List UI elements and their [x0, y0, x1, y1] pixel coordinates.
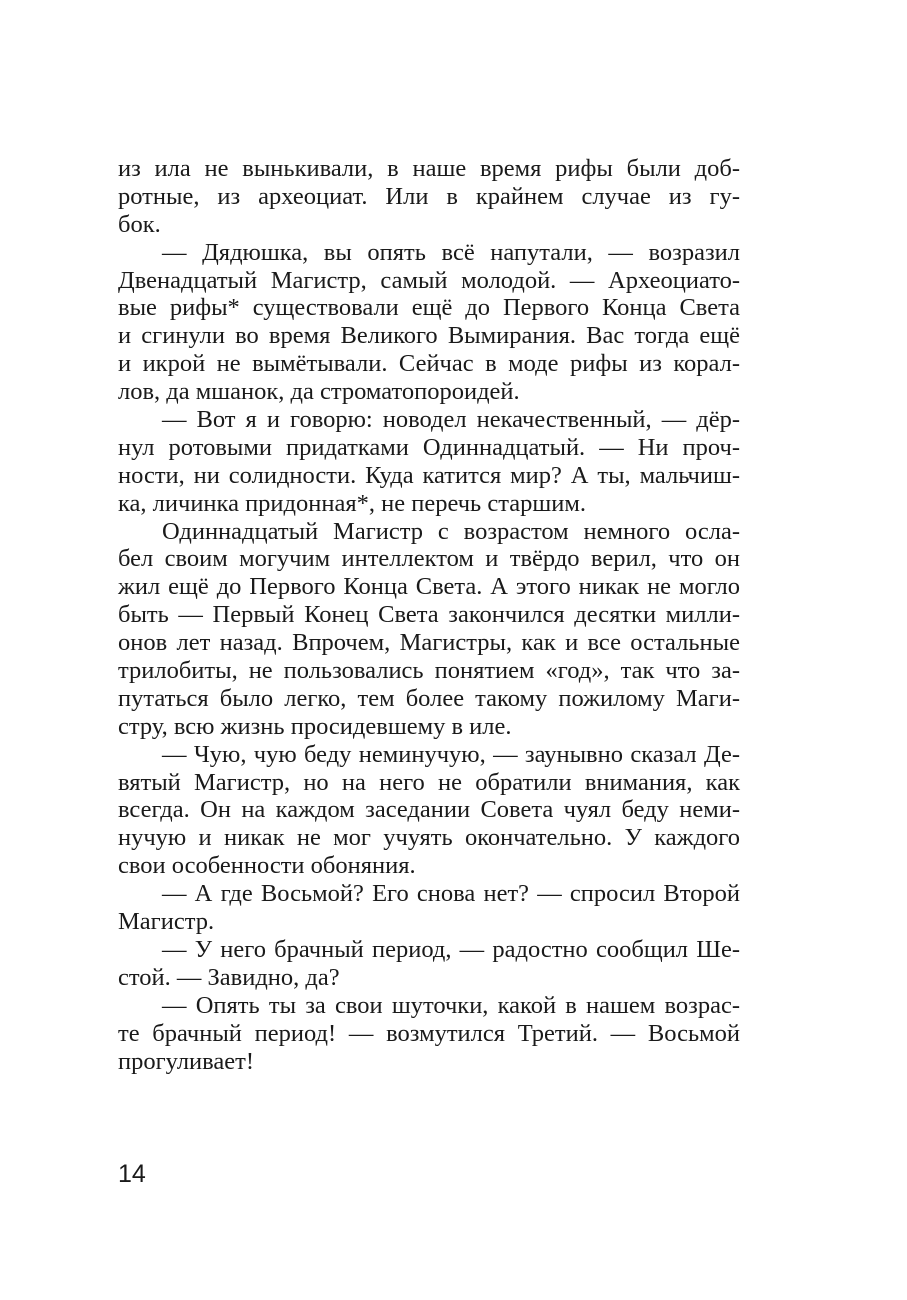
text-line: свои особенности обоняния. [118, 852, 416, 880]
text-line: трилобиты, не пользовались понятием «год», так что за- [118, 657, 740, 685]
text-line: Одиннадцатый Магистр с возрастом немного осла- [162, 517, 740, 545]
text-line: — Чую, чую беду неминучую, — заунывно сказал Де- [162, 740, 740, 768]
text-line: онов лет назад. Впрочем, Магистры, как и все остальные [118, 629, 740, 657]
text-line: — Опять ты за свои шуточки, какой в нашем возрас- [162, 991, 740, 1019]
text-line: путаться было легко, тем более такому пожилому Маги- [118, 684, 740, 712]
text-line: бел своим могучим интеллектом и твёрдо верил, что он [118, 545, 740, 573]
text-line: жил ещё до Первого Конца Света. А этого никак не могло [118, 573, 740, 601]
text-line: нучую и никак не мог учуять окончательно. У каждого [118, 824, 740, 852]
text-line: лов, да мшанок, да строматопороидей. [118, 378, 520, 406]
text-line: всегда. Он на каждом заседании Совета чуял беду неми- [118, 796, 740, 824]
text-line: нул ротовыми придатками Одиннадцатый. — Ни проч- [118, 433, 740, 461]
text-line: быть — Первый Конец Света закончился десятки милли- [118, 601, 740, 629]
text-line: из ила не вынькивали, в наше время рифы были доб- [118, 155, 740, 182]
text-line: стой. — Завидно, да? [118, 963, 340, 991]
page-body-text [118, 155, 740, 1075]
text-line: Магистр. [118, 908, 215, 936]
text-line: бок. [118, 210, 161, 238]
page-number: 14 [118, 1160, 146, 1188]
text-line: — Вот я и говорю: новодел некачественный, — дёр- [162, 406, 740, 434]
text-line: и икрой не вымётывали. Сейчас в моде рифы из корал- [118, 350, 740, 378]
text-line: стру, всю жизнь просидевшему в иле. [118, 712, 512, 740]
text-line: вые рифы* существовали ещё до Первого Конца Света [118, 294, 740, 322]
text-line: те брачный период! — возмутился Третий. — Восьмой [118, 1019, 740, 1047]
text-line: Двенадцатый Магистр, самый молодой. — Археоциато- [118, 266, 740, 294]
text-line: ка, личинка придонная*, не перечь старшим. [118, 489, 586, 517]
text-line: — У него брачный период, — радостно сообщил Ше- [162, 935, 740, 963]
text-line: вятый Магистр, но на него не обратили внимания, как [118, 768, 740, 796]
text-line: прогуливает! [118, 1047, 255, 1075]
text-line: — Дядюшка, вы опять всё напутали, — возразил [162, 238, 740, 266]
text-line: ности, ни солидности. Куда катится мир? А ты, мальчиш- [118, 461, 740, 489]
text-line: — А где Восьмой? Его снова нет? — спросил Второй [162, 880, 740, 908]
text-line: ротные, из археоциат. Или в крайнем случае из гу- [118, 182, 740, 210]
text-line: и сгинули во время Великого Вымирания. Вас тогда ещё [118, 322, 740, 350]
